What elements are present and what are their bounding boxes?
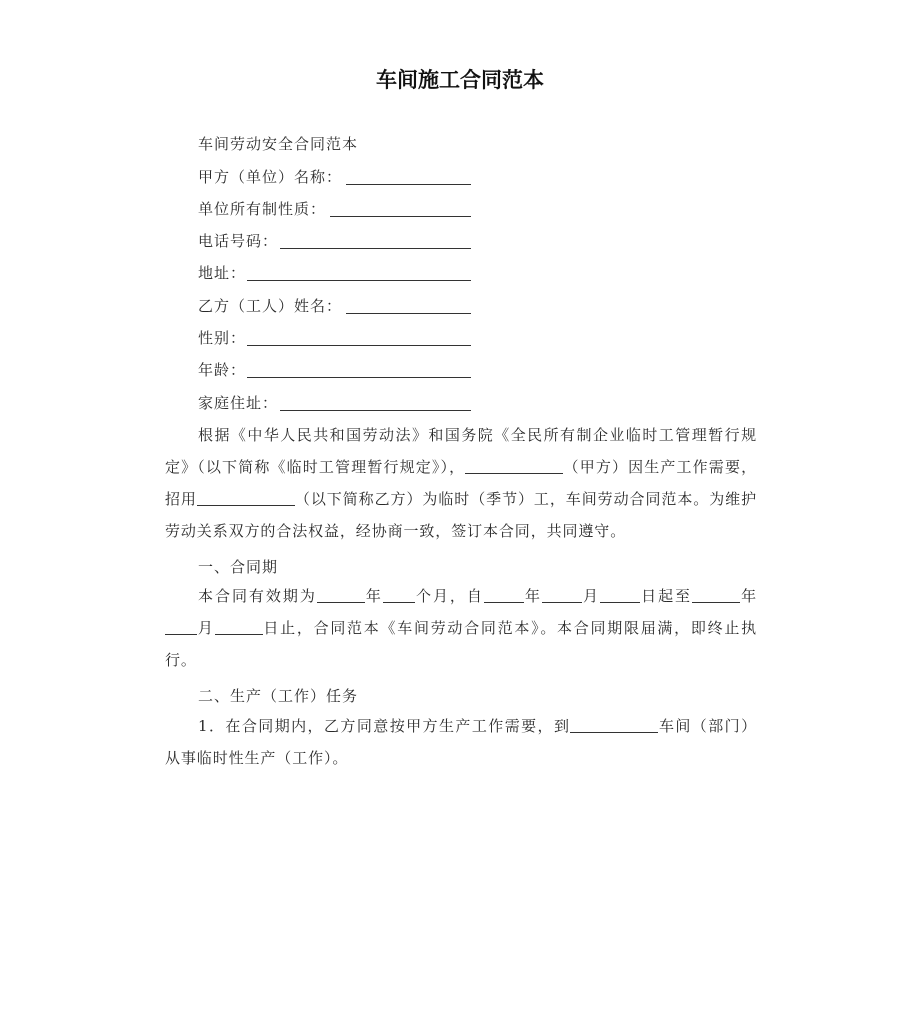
blank-line (330, 216, 471, 217)
field-gender (198, 327, 472, 349)
blank-line (484, 587, 524, 603)
blank-line (465, 458, 563, 474)
blank-line (280, 248, 471, 249)
term-text: 日止，合同范本《车间劳动合同范本》。本合同期限届满，即终止执行。 (165, 619, 757, 669)
term-text: 年 (523, 587, 542, 605)
field-label: 性别： (198, 329, 247, 347)
blank-line (280, 410, 471, 411)
blank-line (346, 313, 471, 314)
blank-line (600, 587, 640, 603)
term-text: 月 (197, 619, 215, 637)
field-party-b-name (198, 295, 472, 317)
blank-line (247, 377, 471, 378)
field-label: 年龄： (198, 361, 247, 379)
term-text: 年 (740, 587, 758, 605)
intro-text-1: 根据《中华人民共和国劳动法》和国务院《全民所有制企业临时工管理暂行规定》（以下简称《临时工管理暂行规定》）， (165, 426, 757, 476)
field-label: 地址： (198, 264, 247, 282)
field-label: 甲方（单位）名称： (198, 168, 343, 186)
blank-line (542, 587, 582, 603)
section-heading-task: 二、生产（工作）任务 (198, 687, 359, 705)
intro-text-3: （以下简称乙方）为临时（季节）工，车间劳动合同范本。为维护劳动关系双方的合法权益，经协商一致，签订本合同，共同遵守。 (165, 490, 757, 540)
task-text: 车间（部门）从事临时性生产（工作）。 (165, 717, 757, 767)
term-text: 个月，自 (414, 587, 484, 605)
field-party-a-name (198, 166, 472, 188)
term-paragraph (165, 580, 757, 676)
field-home-address (198, 392, 472, 414)
intro-paragraph (165, 419, 757, 547)
blank-line (247, 280, 471, 281)
term-text: 月 (581, 587, 601, 605)
term-text: 日起至 (640, 587, 693, 605)
blank-line (165, 619, 197, 635)
field-label: 乙方（工人）姓名： (198, 297, 343, 315)
term-text: 年 (364, 587, 383, 605)
field-label: 电话号码： (198, 232, 279, 250)
term-text: 本合同有效期为 (198, 587, 317, 605)
document-title: 车间施工合同范本 (376, 68, 544, 92)
intro-text-2: （甲方）因生产工作需要，招用 (165, 458, 757, 508)
field-address (198, 262, 472, 284)
section-heading-term: 一、合同期 (198, 558, 279, 576)
blank-line (570, 717, 658, 733)
blank-line (346, 184, 471, 185)
blank-line (383, 587, 415, 603)
task-text: 1．在合同期内，乙方同意按甲方生产工作需要，到 (198, 717, 571, 735)
field-age (198, 359, 472, 381)
blank-line (247, 345, 471, 346)
field-ownership-type (198, 198, 472, 220)
task-paragraph (165, 710, 757, 774)
document-subtitle: 车间劳动安全合同范本 (198, 135, 359, 153)
blank-line (215, 619, 263, 635)
field-phone (198, 230, 472, 252)
blank-line (317, 587, 365, 603)
blank-line (692, 587, 740, 603)
field-label: 单位所有制性质： (198, 200, 327, 218)
field-label: 家庭住址： (198, 394, 279, 412)
blank-line (197, 490, 295, 506)
